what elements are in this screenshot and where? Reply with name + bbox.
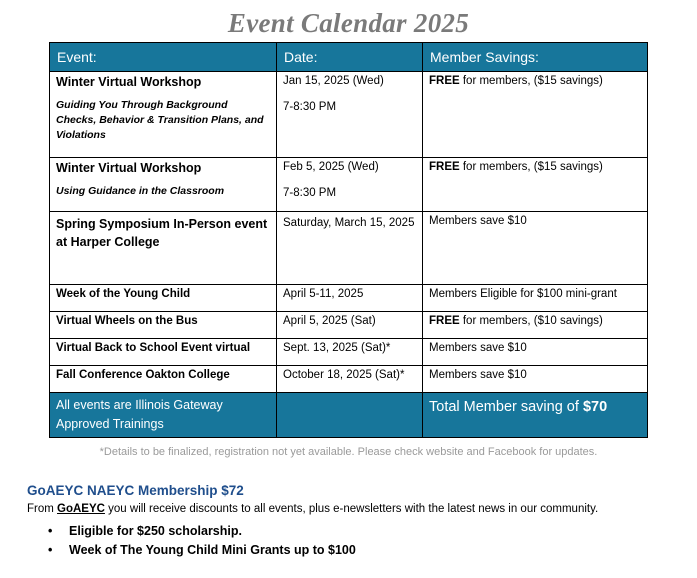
- event-time: 7-8:30 PM: [283, 101, 337, 113]
- total-savings: [423, 393, 648, 438]
- membership-title: GoAEYC NAEYC Membership $72: [27, 483, 244, 498]
- table-header-row: [50, 43, 648, 72]
- total-label: Total Member saving of: [429, 399, 583, 415]
- gateway-note: All events are Illinois Gateway Approved Trainings: [50, 393, 277, 438]
- table-row: [50, 339, 648, 366]
- table-row: [50, 212, 648, 285]
- free-label: FREE: [429, 315, 460, 327]
- org-link[interactable]: GoAEYC: [57, 503, 105, 515]
- footer-empty-cell: [277, 393, 423, 438]
- savings-text: for members, ($15 savings): [459, 161, 603, 173]
- event-name: Week of the Young Child: [50, 285, 277, 312]
- total-value: $70: [582, 399, 608, 415]
- details-note: *Details to be finalized, registration not yet available. Please check website and Facebook for updates.: [99, 446, 598, 458]
- benefit-text: Week of The Young Child Mini Grants up to $100: [69, 543, 356, 557]
- event-subtitle: Using Guidance in the Classroom: [56, 185, 225, 197]
- header-member-savings: Member Savings:: [423, 43, 648, 72]
- event-name: Virtual Back to School Event virtual: [50, 339, 277, 366]
- membership-description: [27, 503, 598, 515]
- event-name: Winter Virtual Workshop: [56, 161, 202, 175]
- date-cell: [277, 72, 423, 158]
- savings-text: for members, ($10 savings): [459, 315, 603, 327]
- event-name: Winter Virtual Workshop: [56, 75, 202, 89]
- event-name: Fall Conference Oakton College: [50, 366, 277, 393]
- event-calendar-table: [49, 42, 648, 438]
- table-row: [50, 158, 648, 212]
- table-row: [50, 285, 648, 312]
- bullet-icon: •: [48, 543, 53, 557]
- event-name: Spring Symposium In-Person event at Harper College: [56, 217, 268, 249]
- header-event: Event:: [50, 43, 277, 72]
- event-cell: [50, 212, 277, 285]
- free-label: FREE: [429, 161, 460, 173]
- date-cell: [277, 158, 423, 212]
- list-item: [45, 541, 356, 560]
- header-date: Date:: [277, 43, 423, 72]
- desc-rest: you will receive discounts to all events, plus e-newsletters with the latest news in our community.: [104, 503, 599, 515]
- event-date: April 5-11, 2025: [277, 285, 423, 312]
- savings-cell: Members save $10: [423, 212, 648, 285]
- desc-prefix: From: [27, 503, 58, 515]
- table-row: [50, 366, 648, 393]
- benefits-list: [45, 522, 356, 560]
- free-label: FREE: [429, 75, 460, 87]
- event-name: Virtual Wheels on the Bus: [50, 312, 277, 339]
- page-title: Event Calendar 2025: [227, 8, 470, 38]
- table-row: [50, 72, 648, 158]
- event-date: Sept. 13, 2025 (Sat)*: [277, 339, 423, 366]
- event-time: 7-8:30 PM: [283, 187, 337, 199]
- event-subtitle: Guiding You Through Background Checks, Behavior & Transition Plans, and Violations: [56, 99, 264, 141]
- event-date: Saturday, March 15, 2025: [283, 217, 415, 229]
- event-date: Jan 15, 2025 (Wed): [283, 75, 384, 87]
- event-date: April 5, 2025 (Sat): [277, 312, 423, 339]
- savings-cell: Members save $10: [423, 366, 648, 393]
- event-cell: [50, 72, 277, 158]
- date-cell: [277, 212, 423, 285]
- event-cell: [50, 158, 277, 212]
- table-footer-row: [50, 393, 648, 438]
- event-date: October 18, 2025 (Sat)*: [277, 366, 423, 393]
- list-item: [45, 522, 356, 541]
- savings-cell: Members save $10: [423, 339, 648, 366]
- benefit-text: Eligible for $250 scholarship.: [69, 524, 242, 538]
- table-row: [50, 312, 648, 339]
- savings-cell: [423, 158, 648, 212]
- savings-cell: [423, 72, 648, 158]
- savings-text: for members, ($15 savings): [459, 75, 603, 87]
- savings-cell: [423, 312, 648, 339]
- event-date: Feb 5, 2025 (Wed): [283, 161, 379, 173]
- savings-cell: Members Eligible for $100 mini-grant: [423, 285, 648, 312]
- bullet-icon: •: [48, 524, 53, 538]
